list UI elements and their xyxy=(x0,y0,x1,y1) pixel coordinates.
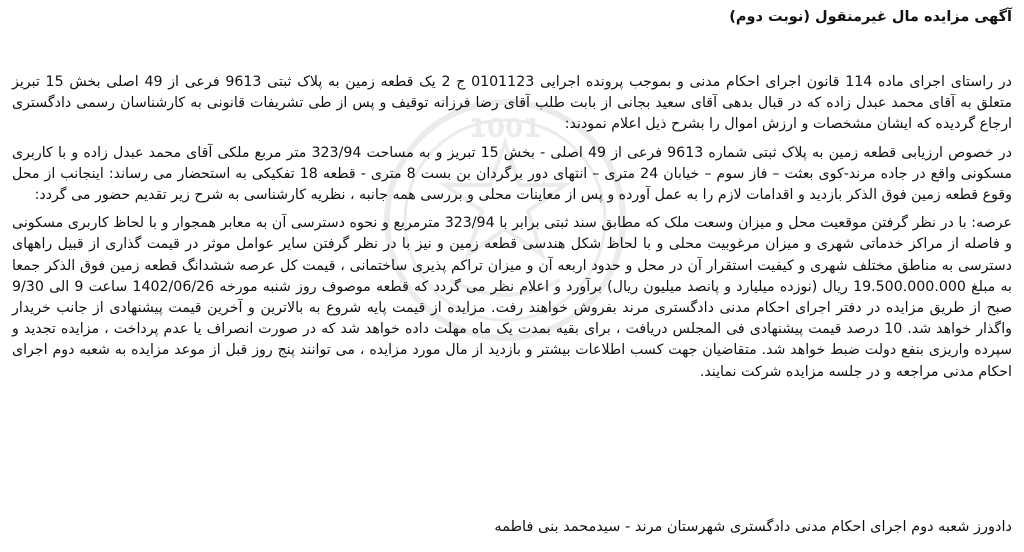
paragraph-intro: در راستای اجرای ماده 114 قانون اجرای احکام مدنی و بموجب پرونده اجرایی 0101123 ج 2 یک قطعه زمین به پلاک ثبتی 9613 فرعی از 49 اصلی بخش 15 تبریز متعلق به آقای محمد عبدل زاده که در قبال بدهی آقای سعید بجانی از بابت طلب آقای رضا فرزانه توقیف و پس از طی تشریفات قانونی به کارشناسان رسمی دادگستری ارجاع گردیده که ایشان مشخصات و ارزش اموال را بشرح ذیل اعلام نمودند: xyxy=(12,74,1012,133)
watermark-text: 1001 xyxy=(468,114,542,144)
announcement-body xyxy=(12,72,1012,388)
paragraph-valuation: عرصه: با در نظر گرفتن موقعیت محل و میزان وسعت ملک که مطابق سند ثبتی برابر با 323/94 مترمربع و نحوه دسترسی آن به معابر همجوار و با لحاظ کاربری مسکونی و فاصله از مراکز خدماتی شهری و میزان مرغوبیت محلی و با لحاظ شکل هندسی قطعه زمین و نیز با در نظر گرفتن سایر عوامل موثر در قیمت گذاری از قبیل راههای دسترسی به مناطق مختلف شهری و کیفیت استقرار آن در محل و حدود اربعه آن و میزان تراکم پذیری ساختمانی ، قیمت کل عرصه ششدانگ قطعه زمین فوق الذکر جمعا به مبلغ 19.500.000.000 ریال (نوزده میلیارد و پانصد میلیون ریال) برآورد و اعلام نظر می گردد که قطعه موصوف روز شنبه مورخه 1402/06/26 ساعت 9 الی 9/30 صبح از طریق مزایده در دفتر اجرای احکام مدنی دادگستری مرند بفروش خواهند رفت. مزایده از قیمت پایه شروع به بالاترین و آخرین قیمت پیشنهادی از جانب خریدار واگذار خواهد شد. 10 درصد قیمت پیشنهادی فی المجلس دریافت ، برای بقیه بمدت یک ماه مهلت داده خواهد شد که در صورت انصراف یا عدم پرداخت ، مزایده تجدید و سپرده واریزی بنفع دولت ضبط خواهد شد. متقاضیان جهت کسب اطلاعات بیشتر و بازدید از مال مورد مزایده ، می توانند پنج روز قبل از موعد مزایده به شعبه دوم اجرای احکام مدنی مراجعه و در جلسه مزایده شرکت نمایند. xyxy=(12,215,1013,380)
announcement-title: آگهی مزایده مال غیرمنقول (نوبت دوم) xyxy=(729,9,1012,25)
signature-line: دادورز شعبه دوم اجرای احکام مدنی دادگستری شهرستان مرند - سیدمحمد بنی فاطمه xyxy=(494,519,1012,535)
paragraph-assessment: در خصوص ارزیابی قطعه زمین به پلاک ثبتی شماره 9613 فرعی از 49 اصلی - بخش 15 تبریز و به مساحت 323/94 متر مربع ملکی آقای محمد عبدل زاده و با کاربری مسکونی واقع در جاده مرند-کوی بعثت – فاز سوم – خیابان 24 متری – انتهای دور برگردان بن بست 8 متری - قطعه 18 تفکیکی به استحضار می رساند: اینجانب از محل وقوع قطعه زمین فوق الذکر بازدید و اقدامات لازم را به عمل آورده و پس از معاینات محلی و بررسی همه جانبه ، نظریه کارشناسی به شرح زیر تقدیم حضور می گردد: xyxy=(12,144,1013,204)
